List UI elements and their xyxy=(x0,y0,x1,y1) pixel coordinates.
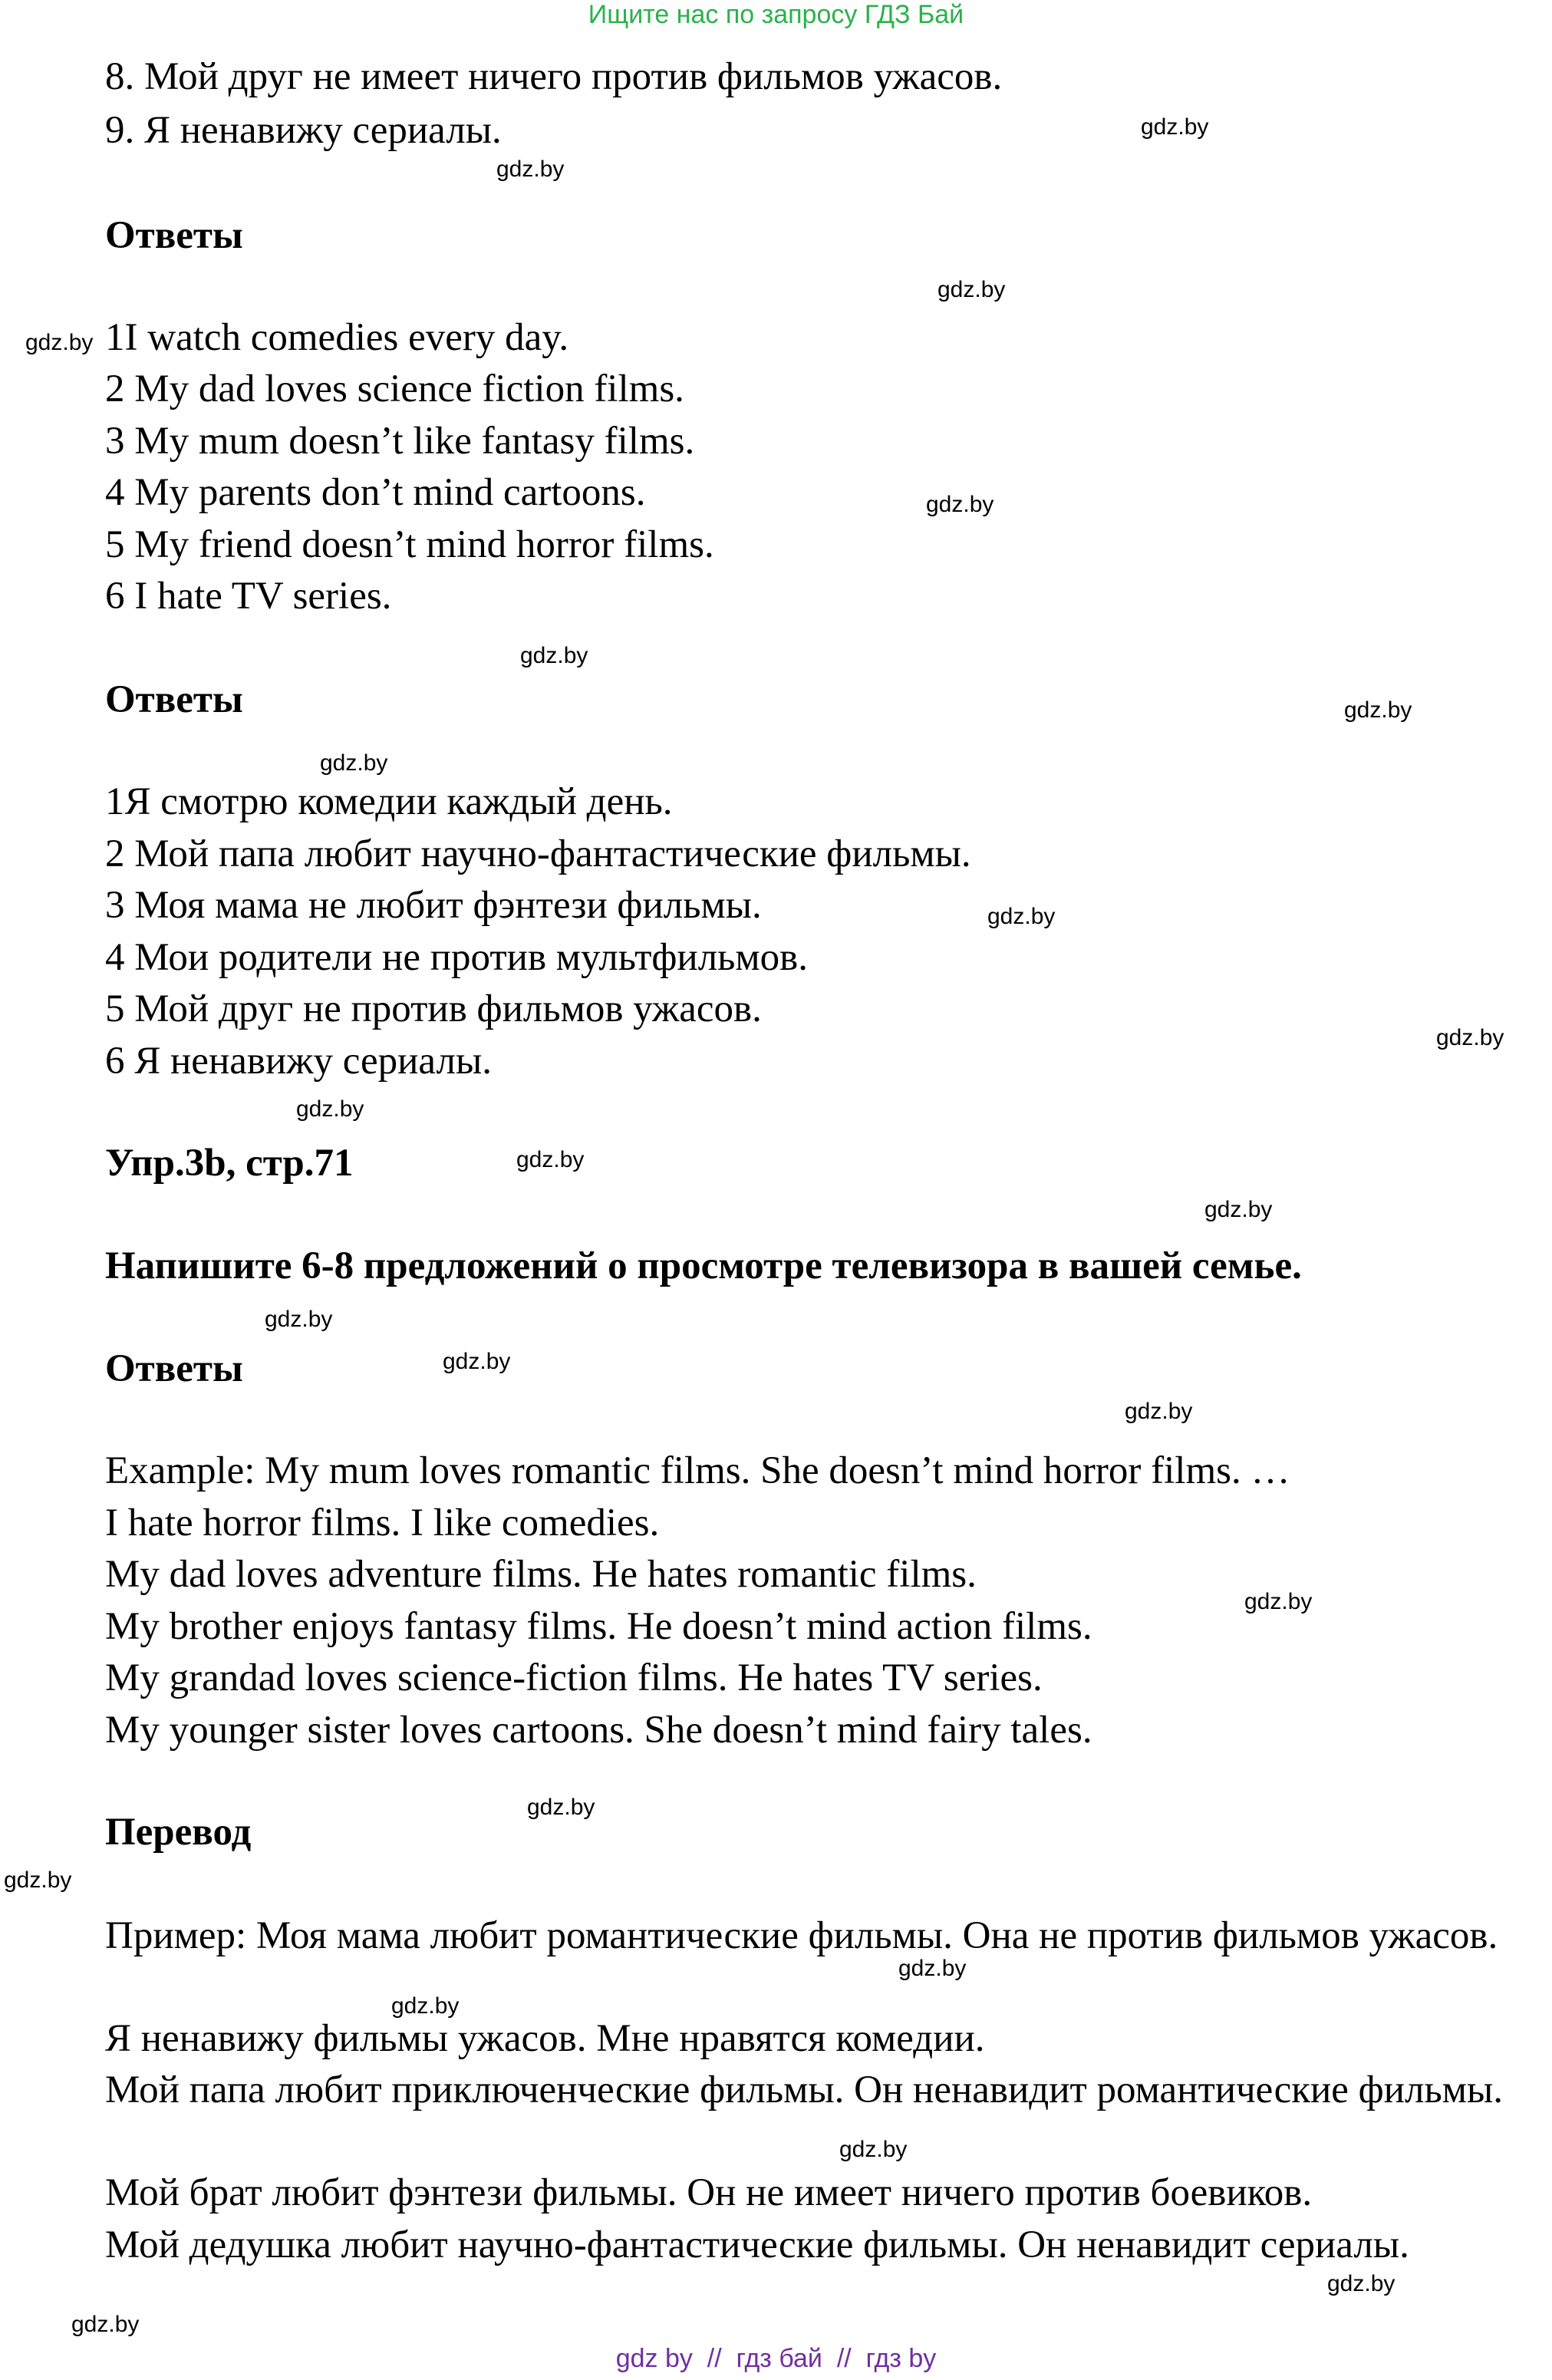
answer-line: 2 Мой папа любит научно-фантастические фильмы. xyxy=(105,832,971,875)
answer-line: I hate horror films. I like comedies. xyxy=(105,1502,660,1544)
watermark: gdz.by xyxy=(4,1867,72,1893)
watermark: gdz.by xyxy=(391,1993,460,2019)
answer-line: 4 Мои родители не против мультфильмов. xyxy=(105,936,809,979)
list-item: 8. Мой друг не имеет ничего против фильмов ужасов. xyxy=(105,55,1003,98)
watermark: gdz.by xyxy=(71,2312,140,2337)
watermark: gdz.by xyxy=(1125,1399,1193,1424)
watermark: gdz.by xyxy=(496,157,565,182)
watermark: gdz.by xyxy=(898,1956,967,1981)
translation-paragraph: Мой брат любит фэнтези фильмы. Он не имеет ничего против боевиков. xyxy=(105,2171,1313,2214)
answers-heading: Ответы xyxy=(105,1347,243,1390)
answer-line: 3 Моя мама не любит фэнтези фильмы. xyxy=(105,884,762,927)
answer-line: 1Я смотрю комедии каждый день. xyxy=(105,780,673,823)
watermark: gdz.by xyxy=(527,1795,595,1820)
site-banner[interactable]: Ищите нас по запросу ГДЗ Бай xyxy=(588,0,964,29)
answer-line: 6 Я ненавижу сериалы. xyxy=(105,1040,492,1083)
watermark: gdz.by xyxy=(443,1349,511,1374)
watermark: gdz.by xyxy=(987,904,1056,929)
watermark: gdz.by xyxy=(937,277,1006,302)
answers-heading: Ответы xyxy=(105,214,243,257)
answer-line: My brother enjoys fantasy films. He doesn’t mind action films. xyxy=(105,1605,1092,1648)
answer-line: My dad loves adventure films. He hates romantic films. xyxy=(105,1553,977,1596)
watermark: gdz.by xyxy=(1327,2271,1395,2296)
watermark: gdz.by xyxy=(265,1307,333,1332)
answer-line: 2 My dad loves science fiction films. xyxy=(105,368,684,410)
footer-links[interactable]: gdz by // гдз бай // гдз by xyxy=(615,2344,937,2373)
watermark: gdz.by xyxy=(25,330,94,355)
exercise-title: Упр.3b, стр.71 xyxy=(105,1142,354,1185)
answer-line: 6 I hate TV series. xyxy=(105,575,392,618)
watermark: gdz.by xyxy=(1244,1589,1313,1614)
watermark: gdz.by xyxy=(1204,1197,1273,1222)
watermark: gdz.by xyxy=(1344,697,1412,723)
answer-line: 3 My mum doesn’t like fantasy films. xyxy=(105,420,695,463)
answer-line: Example: My mum loves romantic films. She doesn’t mind horror films. … xyxy=(105,1449,1290,1492)
list-item: 9. Я ненавижу сериалы. xyxy=(105,109,502,152)
watermark: gdz.by xyxy=(320,750,388,776)
answers-heading: Ответы xyxy=(105,678,243,721)
answer-line: My younger sister loves cartoons. She doesn’t mind fairy tales. xyxy=(105,1709,1092,1752)
translation-paragraph: Пример: Моя мама любит романтические фильмы. Она не против фильмов ужасов. xyxy=(105,1914,1498,1957)
watermark: gdz.by xyxy=(1436,1025,1504,1050)
watermark: gdz.by xyxy=(516,1147,585,1172)
watermark: gdz.by xyxy=(1141,114,1209,140)
watermark: gdz.by xyxy=(839,2137,908,2162)
answer-line: 5 My friend doesn’t mind horror films. xyxy=(105,523,714,566)
translation-paragraph: Мой дедушка любит научно-фантастические фильмы. Он ненавидит сериалы. xyxy=(105,2223,1409,2266)
translation-paragraph: Я ненавижу фильмы ужасов. Мне нравятся комедии. xyxy=(105,2017,985,2060)
watermark: gdz.by xyxy=(926,492,994,517)
watermark: gdz.by xyxy=(520,643,588,668)
watermark: gdz.by xyxy=(296,1096,364,1122)
exercise-task: Напишите 6-8 предложений о просмотре телевизора в вашей семье. xyxy=(105,1244,1302,1287)
answer-line: My grandad loves science-fiction films. He hates TV series. xyxy=(105,1656,1043,1699)
translation-heading: Перевод xyxy=(105,1811,252,1854)
answer-line: 4 My parents don’t mind cartoons. xyxy=(105,471,646,514)
answer-line: 5 Мой друг не против фильмов ужасов. xyxy=(105,987,762,1030)
answer-line: 1I watch comedies every day. xyxy=(105,316,569,359)
translation-paragraph: Мой папа любит приключенческие фильмы. Он ненавидит романтические фильмы. xyxy=(105,2068,1504,2111)
